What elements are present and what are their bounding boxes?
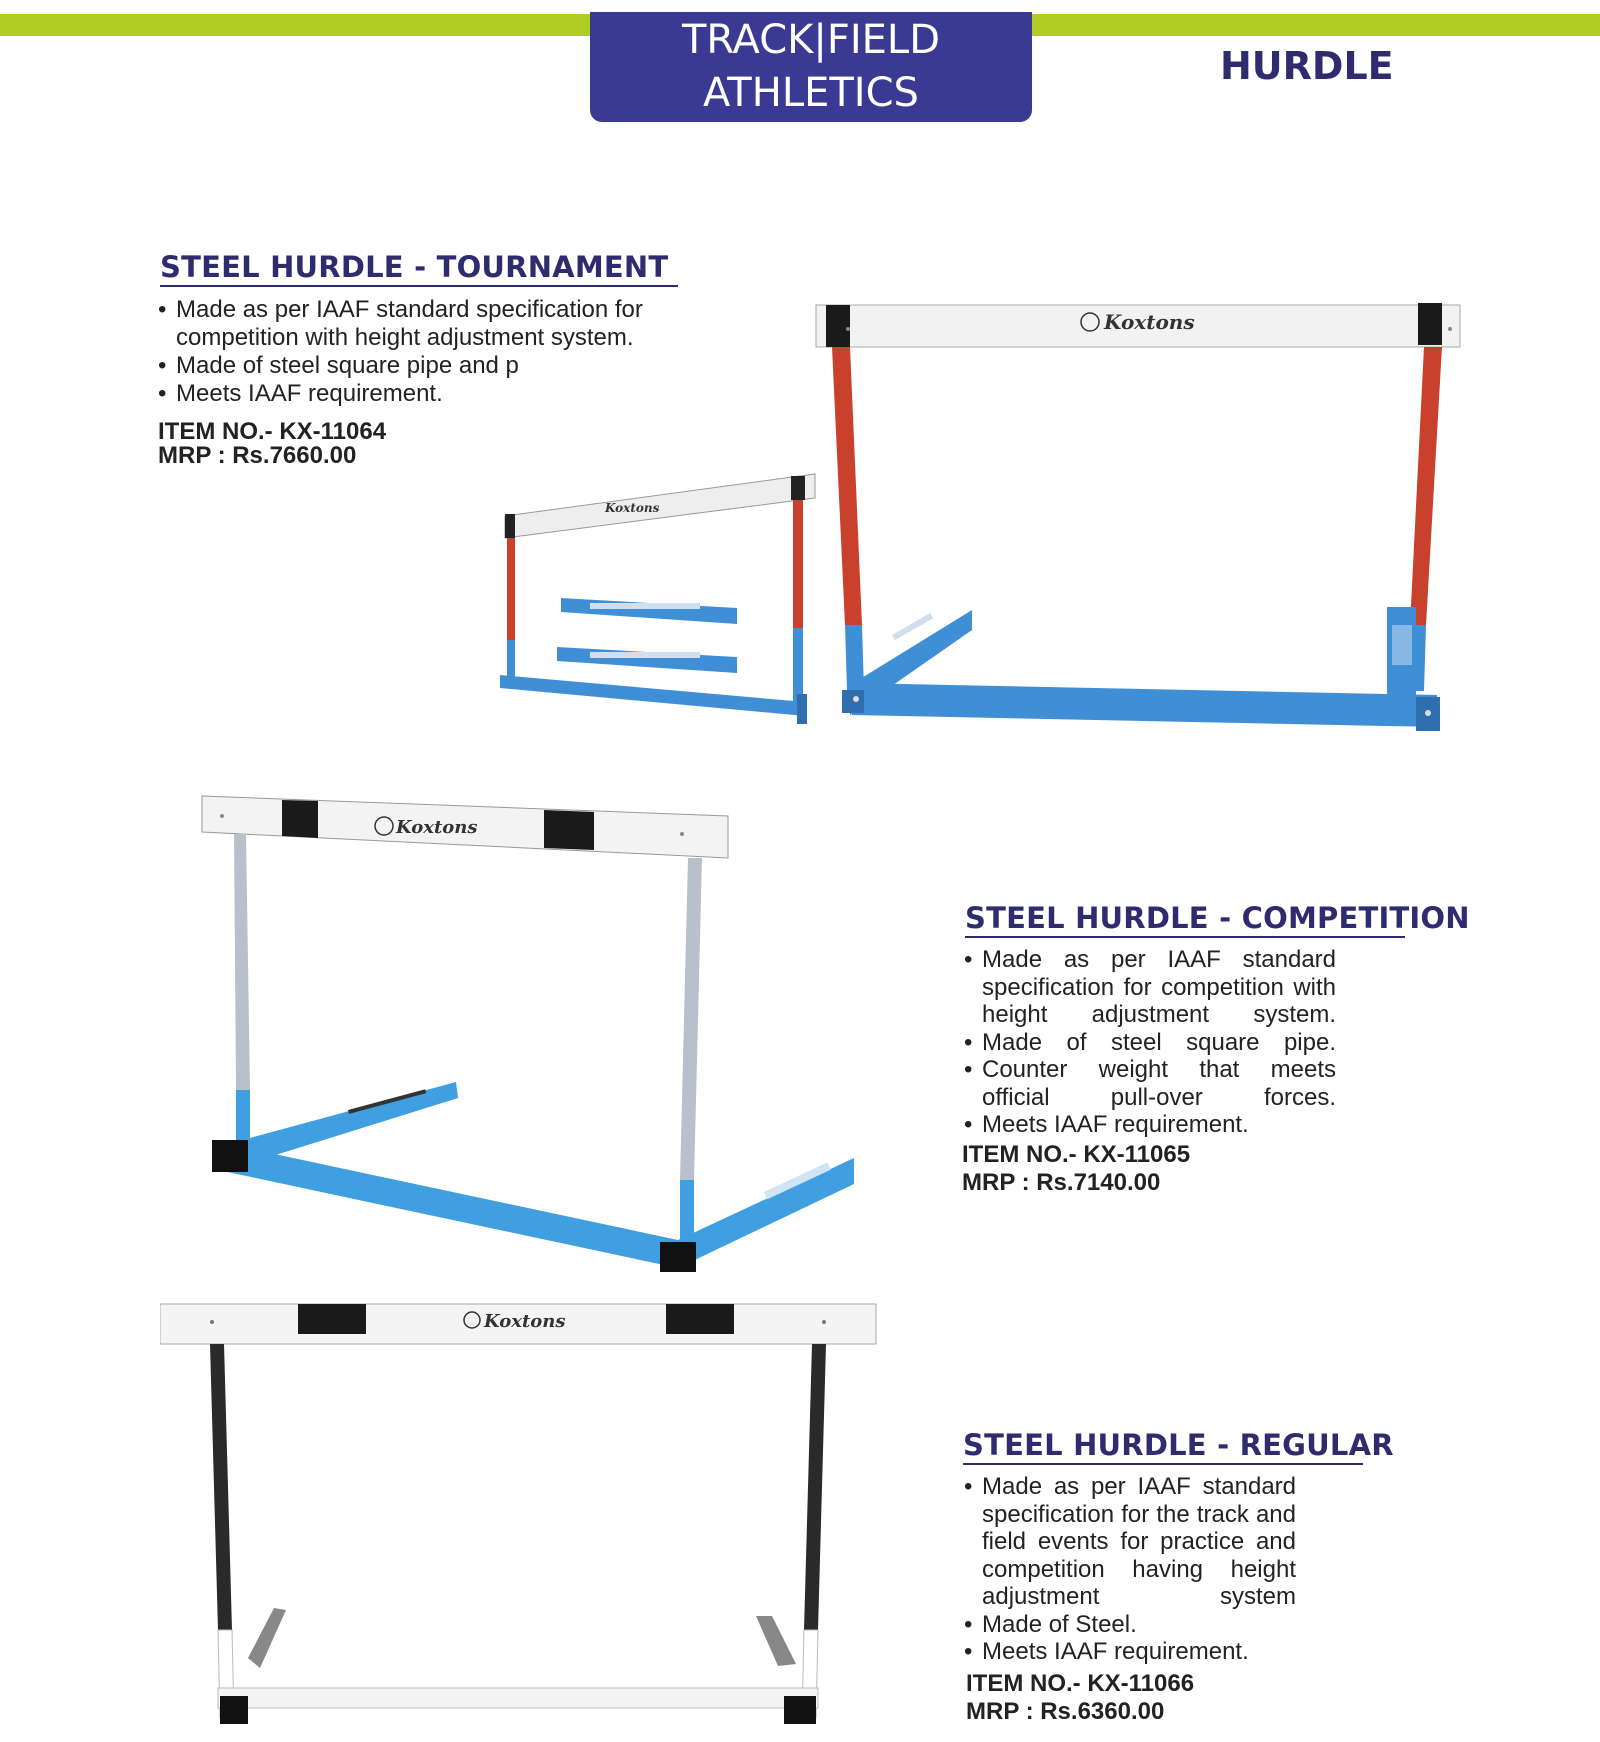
item-number-tournament: ITEM NO.- KX-11064	[158, 418, 387, 445]
feature-item: • Made of steel square pipe.	[964, 1029, 1336, 1057]
feature-item: • Made of Steel.	[964, 1611, 1296, 1639]
brand-logo-text: Koxtons	[1104, 310, 1195, 334]
item-number-regular: ITEM NO.- KX-11066	[966, 1670, 1195, 1697]
feature-item: • Made as per IAAF standard specification for competition with height adjustment system.	[158, 296, 718, 352]
brand-logo-text: Koxtons	[484, 1311, 566, 1332]
product-title-competition: STEEL HURDLE - COMPETITION	[965, 901, 1405, 938]
badge-line-2: ATHLETICS	[703, 70, 919, 116]
badge-line-1: TRACK|FIELD	[681, 17, 941, 63]
brand-logo-text: Koxtons	[605, 501, 660, 515]
feature-item: • Counter weight that meets official pull-over forces.	[964, 1056, 1336, 1111]
feature-list-competition	[964, 946, 1336, 1139]
feature-item: • Meets IAAF requirement.	[964, 1111, 1336, 1139]
price-tournament: MRP : Rs.7660.00	[158, 442, 357, 469]
item-number-competition: ITEM NO.- KX-11065	[962, 1141, 1191, 1168]
competition-hurdle-image	[198, 792, 858, 1282]
feature-item: • Made as per IAAF standard specification for the track and field events for practice and competition having height adjustment system	[964, 1473, 1296, 1611]
brand-logo-text: Koxtons	[396, 817, 478, 838]
feature-item: • Meets IAAF requirement.	[964, 1638, 1296, 1666]
price-competition: MRP : Rs.7140.00	[962, 1169, 1161, 1196]
feature-list-regular	[964, 1473, 1296, 1666]
category-badge	[590, 12, 1032, 122]
product-title-regular: STEEL HURDLE - REGULAR	[963, 1428, 1363, 1465]
feature-item: • Made of steel square pipe and p	[158, 352, 718, 380]
section-title: HURDLE	[1220, 44, 1394, 88]
feature-list-tournament	[158, 296, 718, 408]
feature-item: • Made as per IAAF standard specification for competition with height adjustment system.	[964, 946, 1336, 1029]
product-title-tournament: STEEL HURDLE - TOURNAMENT	[160, 250, 678, 287]
regular-hurdle-image	[160, 1298, 880, 1734]
feature-item: • Meets IAAF requirement.	[158, 380, 718, 408]
price-regular: MRP : Rs.6360.00	[966, 1698, 1165, 1725]
tournament-hurdle-large-image	[812, 295, 1462, 735]
tournament-hurdle-small-image	[495, 470, 820, 755]
